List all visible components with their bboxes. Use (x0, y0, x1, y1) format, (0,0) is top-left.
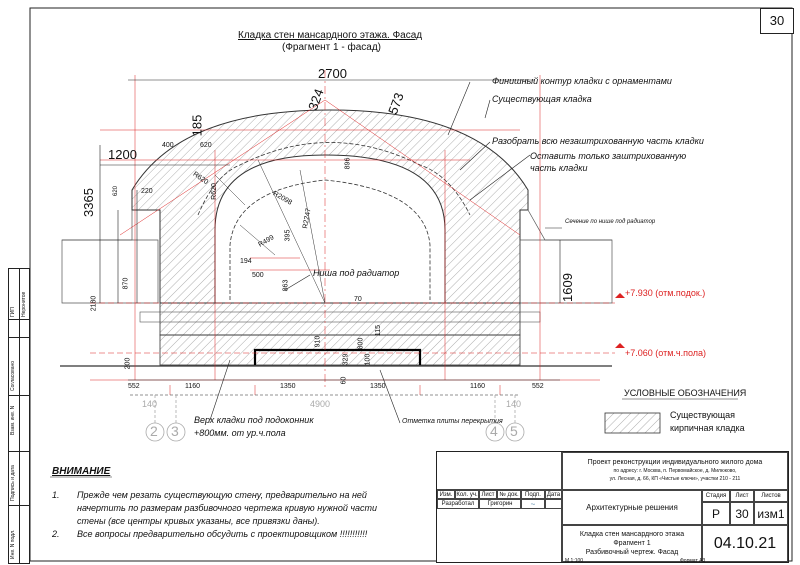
drawing-title: Кладка стен мансардного этажа. Фасад (238, 30, 423, 41)
dim-r620a: R620 (191, 170, 210, 187)
page-number: 30 (760, 8, 794, 34)
stamp-sheets: изм1 (754, 502, 788, 525)
strip-agreed: Согласовано (10, 360, 16, 391)
dim-140a: 140 (142, 399, 158, 409)
dim-329: 329 (342, 353, 350, 366)
dim-863: 863 (282, 279, 290, 292)
dim-620b: 620 (113, 185, 120, 197)
dim-400: 400 (162, 142, 174, 149)
dim-395: 395 (284, 229, 292, 242)
legend-item-1b: кирпичная кладка (670, 423, 745, 433)
note-1b: начертить по размерам разбивочного чертежа кривую нужной части (77, 503, 378, 513)
callout-sill-1: Верх кладки под подоконник (194, 415, 314, 425)
dim-4900: 4900 (310, 399, 331, 409)
stamp-col-sign: Подп. (521, 490, 545, 499)
dim-220: 220 (141, 188, 153, 195)
stamp-h-sheets: Листов (754, 490, 788, 502)
dim-3365: 3365 (80, 188, 96, 217)
stamp-col-date: Дата (546, 491, 561, 498)
dim-185: 185 (189, 114, 205, 137)
dim-500: 500 (252, 272, 264, 279)
dim-2700: 2700 (318, 66, 347, 81)
stamp-col-doc: № док. (497, 490, 521, 499)
stamp-scale: М 1:100 (565, 558, 584, 564)
stamp-h-sheet: Лист (730, 490, 754, 502)
legend-swatch (605, 413, 660, 433)
axis-2: 2 (150, 423, 158, 439)
strip-gip-name: Неронитов (21, 291, 27, 317)
dim-200: 200 (124, 357, 132, 370)
dim-573: 573 (385, 90, 407, 117)
legend-title: УСЛОВНЫЕ ОБОЗНАЧЕНИЯ (624, 388, 747, 398)
title-block (436, 451, 789, 563)
stamp-role: Разработал (437, 499, 479, 509)
dim-1160b: 1160 (470, 383, 486, 390)
callout-slab: Отметка плиты перекрытия (402, 418, 503, 425)
stamp-sheet-desc (562, 525, 702, 562)
dim-2180: 2180 (90, 295, 98, 312)
dim-194: 194 (240, 258, 252, 265)
axis-3: 3 (171, 423, 179, 439)
dim-r620b: R620 (210, 183, 218, 200)
stamp-desc-2: Фрагмент 1 (613, 540, 651, 547)
callout-keep-2: часть кладки (530, 163, 588, 173)
stamp-project-l3: ул. Лесная, д. 66, КП «Чистые ключи», участки 210 - 211 (609, 476, 741, 482)
dim-324: 324 (305, 86, 327, 113)
strip-gip-label: ГИП (10, 307, 16, 317)
left-approval-strip (8, 268, 30, 564)
callout-existing: Существующая кладка (492, 94, 592, 104)
axis-4: 4 (490, 423, 498, 439)
note-2-num: 2. (52, 529, 60, 539)
dim-620a: 620 (200, 142, 212, 149)
callout-sill-2: +800мм. от ур.ч.пола (194, 428, 286, 438)
dim-r2098: R2098 (271, 190, 294, 207)
strip-sign-date: Подпись и дата (10, 465, 16, 501)
callout-dismantle: Разобрать всю незаштрихованную часть кладки (492, 136, 704, 146)
dim-r499: R499 (257, 234, 276, 249)
dim-60: 60 (340, 376, 348, 385)
level-floor: +7.060 (отм.ч.пола) (625, 348, 707, 358)
stamp-desc-3: Разбивочный чертеж. Фасад (585, 549, 679, 556)
strip-inv-podl: Инв. N подл. (10, 529, 16, 559)
stamp-date: 04.10.21 (702, 525, 788, 562)
drawing-subtitle: (Фрагмент 1 - фасад) (282, 42, 381, 53)
stamp-h-stage: Стадия (702, 490, 730, 502)
stamp-project-l1: Проект реконструкции индивидуального жилого дома (587, 459, 763, 466)
stamp-section: Архитектурные решения (562, 490, 702, 525)
callout-section: Сечение по нише под радиатор (565, 219, 656, 225)
dim-100: 100 (364, 353, 372, 366)
note-1-num: 1. (52, 490, 60, 500)
dim-1350a: 1350 (280, 383, 296, 390)
stamp-format: Формат А3 (680, 558, 706, 564)
stamp-signature: ~ (521, 499, 545, 509)
stamp-name: Григорин (479, 499, 521, 509)
dim-1609: 1609 (559, 273, 575, 302)
stamp-col-kol: Кол. уч. (456, 491, 478, 498)
note-2: Все вопросы предварительно обсудить с проектировщиком !!!!!!!!!!! (77, 529, 368, 539)
dim-552a: 552 (128, 383, 140, 390)
dim-1350b: 1350 (370, 383, 386, 390)
stamp-sheet: 30 (730, 502, 754, 525)
dim-1200: 1200 (108, 147, 137, 162)
stamp-col-list: Лист (479, 490, 497, 499)
stamp-project (562, 452, 788, 490)
strip-inv-zam: Взам. инв. N (10, 405, 16, 435)
note-1c: стены (все центры кривых указаны, все привязки даны). (77, 516, 320, 526)
dim-910: 910 (314, 335, 322, 348)
dim-140b: 140 (506, 399, 522, 409)
dim-115: 115 (375, 324, 383, 337)
callout-keep-1: Оставить только заштрихованную (530, 151, 687, 161)
callout-niche: Ниша под радиатор (313, 268, 400, 278)
stamp-stage: Р (702, 502, 730, 525)
dim-870: 870 (122, 277, 130, 290)
note-1a: Прежде чем резать существующую стену, предварительно на ней (77, 490, 367, 500)
level-marks (615, 293, 625, 348)
legend-item-1a: Существующая (670, 410, 736, 420)
dim-896: 896 (344, 157, 352, 170)
stamp-col-izm: Изм. (437, 490, 455, 499)
dim-70: 70 (354, 296, 362, 303)
axis-5: 5 (510, 423, 518, 439)
notes-heading: ВНИМАНИЕ (52, 466, 111, 477)
level-sill: +7.930 (отм.подок.) (625, 288, 706, 298)
dim-r2247: R2247 (302, 207, 313, 230)
callout-finish-contour: Финишный контур кладки с орнаментами (492, 76, 672, 86)
dim-800: 800 (357, 337, 365, 350)
stamp-project-l2: по адресу: г. Москва, п. Первомайское, д. Милюково, (613, 468, 737, 474)
dim-552b: 552 (532, 383, 544, 390)
stamp-desc-1: Кладка стен мансардного этажа (579, 531, 685, 538)
dim-1160a: 1160 (185, 383, 201, 390)
